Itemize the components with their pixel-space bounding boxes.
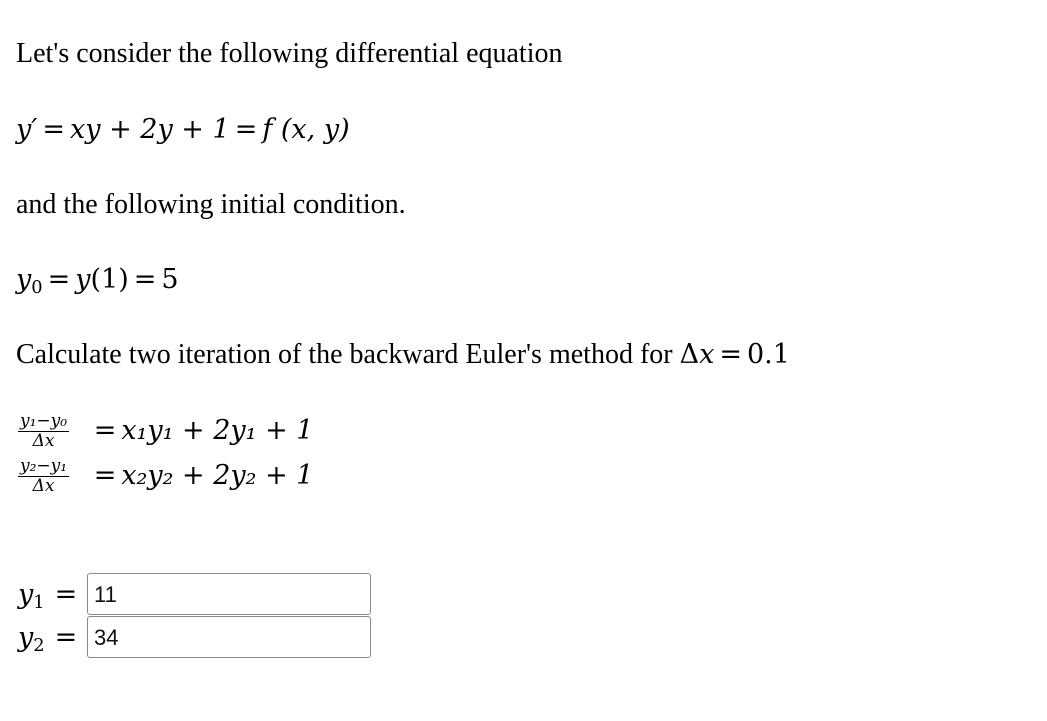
- equation-rhs-func: f (x, y): [262, 114, 350, 145]
- y1-answer-input[interactable]: [87, 573, 371, 615]
- scheme-fraction-1: $\frac{\text{y₁−y₀}}{\Delta x}$: [20, 411, 68, 451]
- differential-equation: y′ = xy + 2y + 1 = f (x, y): [16, 114, 350, 145]
- task-statement: Calculate two iteration of the backward Euler's method for Δx = 0.1: [16, 339, 790, 370]
- y2-label: $y_2$ =: [18, 622, 78, 656]
- y1-label: $y_1$ =: [18, 579, 78, 613]
- problem-intro: Let's consider the following differential equation: [16, 38, 563, 69]
- initial-condition: $y_0 = y(1) = 5$: [16, 264, 179, 298]
- scheme-fraction-2: $\frac{\text{y₂−y₁}}{\Delta x}$: [20, 456, 68, 496]
- initial-x-value: 1: [101, 264, 119, 295]
- y2-answer-input[interactable]: [87, 616, 371, 658]
- delta-value: 0.1: [746, 339, 790, 370]
- condition-intro: and the following initial condition.: [16, 189, 406, 220]
- scheme-row-1: $\frac{\text{y₁−y₀}}{\Delta x}$ = x₁y₁ + 2y₁ + 1: [20, 411, 314, 451]
- scheme-rhs-2: x₂y₂ + 2y₂ + 1: [121, 460, 314, 491]
- equation-rhs-poly: xy + 2y + 1: [70, 114, 230, 145]
- task-text: Calculate two iteration of the backward Euler's method for: [16, 339, 673, 370]
- equation-lhs: y′: [16, 114, 38, 145]
- scheme-row-2: $\frac{\text{y₂−y₁}}{\Delta x}$ = x₂y₂ + 2y₂ + 1: [20, 456, 314, 496]
- scheme-rhs-1: x₁y₁ + 2y₁ + 1: [121, 415, 314, 446]
- initial-y-value: 5: [161, 264, 179, 295]
